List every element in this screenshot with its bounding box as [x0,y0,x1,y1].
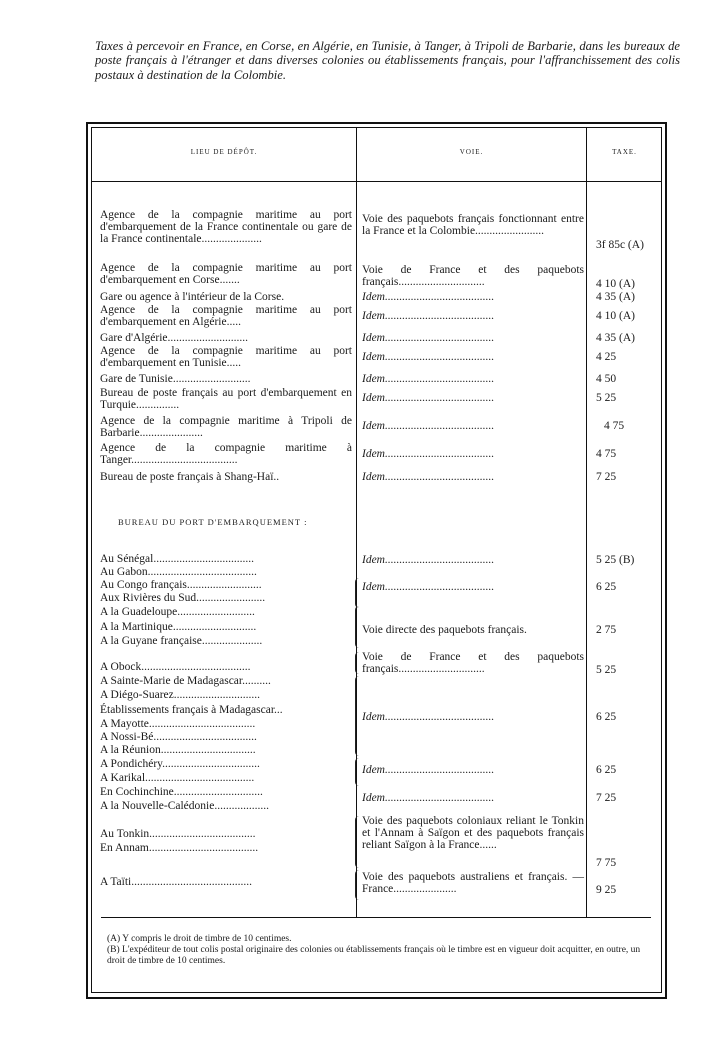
lieu-cell: Agence de la compagnie maritime à Tripoli de Barbarie...................... [100,415,352,439]
voie-cell: Voie directe des paquebots français. [362,624,527,636]
lieu-cell: A Sainte-Marie de Madagascar.......... [100,675,271,687]
taxe-cell: 4 50 [596,373,617,385]
lieu-cell: A Nossi-Bé.................................... [100,731,257,743]
taxe-cell: 4 75 [604,420,625,432]
lieu-cell: A Obock...................................... [100,661,251,673]
taxe-cell: 4 10 (A) [596,310,635,322]
lieu-cell: A Karikal...................................... [100,772,255,784]
brace-mark [355,676,359,756]
voie-cell: Idem...................................... [362,310,495,322]
lieu-cell: A Mayotte..................................... [100,718,256,730]
lieu-cell: A la Guadeloupe........................... [100,606,255,618]
lieu-cell: Au Congo français.......................... [100,579,262,591]
brace-mark [355,816,359,868]
taxe-cell: 7 75 [596,857,617,869]
lieu-cell: Gare d'Algérie............................ [100,332,249,344]
taxe-cell: 6 25 [596,711,617,723]
lieu-cell: A Taïti.......................................... [100,876,252,888]
footnotes [107,934,657,967]
voie-cell: Voie de France et des paquebots français.............................. [362,651,584,675]
section-title: BUREAU DU PORT D'EMBARQUEMENT : [118,517,308,527]
brace-mark [355,758,359,786]
lieu-cell: Gare de Tunisie........................... [100,373,251,385]
lieu-cell: En Cochinchine............................... [100,786,263,798]
voie-cell: Idem...................................... [362,351,495,363]
lieu-cell: Aux Rivières du Sud........................ [100,592,266,604]
column-divider-2 [586,127,587,917]
lieu-cell: A Pondichéry.................................. [100,758,260,770]
voie-cell: Idem...................................... [362,291,495,303]
voie-cell: Voie des paquebots coloniaux reliant le Tonkin et l'Annam à Saïgon et des paquebots français reliant Saïgon à la France...... [362,815,584,851]
lieu-cell: Bureau de poste français à Shang-Haï.. [100,471,280,483]
taxe-cell: 6 25 [596,764,617,776]
brace-mark [355,652,359,674]
taxe-cell: 4 35 (A) [596,291,635,303]
column-divider-1 [356,127,357,917]
lieu-cell: A la Martinique............................. [100,621,257,633]
header-lieu: LIEU DE DÉPÔT. [190,148,258,156]
lieu-cell: Bureau de poste français au port d'embarquement en Turquie............... [100,387,352,411]
voie-cell: Idem...................................... [362,792,495,804]
brace-mark [355,870,359,900]
lieu-cell: Agence de la compagnie maritime à Tanger..................................... [100,442,352,466]
taxe-cell: 4 25 [596,351,617,363]
taxe-cell: 7 25 [596,792,617,804]
header-voie: VOIE. [459,148,484,156]
lieu-cell: A la Réunion................................. [100,744,256,756]
header-rule [91,181,662,182]
taxe-cell: 9 25 [596,884,617,896]
brace-mark [355,578,359,608]
brace-mark [355,606,359,648]
taxe-cell: 4 35 (A) [596,332,635,344]
lieu-cell: Agence de la compagnie maritime au port d'embarquement en Corse....... [100,262,352,286]
taxe-cell: 2 75 [596,624,617,636]
voie-cell: Idem...................................... [362,332,495,344]
lieu-cell: Au Gabon...................................... [100,566,257,578]
taxe-cell: 5 25 [596,392,617,404]
taxe-cell: 5 25 [596,664,617,676]
taxe-cell: 6 25 [596,581,617,593]
voie-cell: Idem...................................... [362,554,495,566]
taxe-cell: 7 25 [596,471,617,483]
lieu-cell: A la Nouvelle-Calédonie................... [100,800,269,812]
voie-cell: Idem...................................... [362,392,495,404]
voie-cell: Voie des paquebots australiens et français. — France...................... [362,871,584,895]
lieu-cell: Agence de la compagnie maritime au port d'embarquement en Algérie..... [100,304,352,328]
voie-cell: Idem...................................... [362,764,495,776]
lieu-cell: Au Tonkin..................................... [100,828,256,840]
header-taxe: TAXE. [612,148,637,156]
table-caption: Taxes à percevoir en France, en Corse, en Algérie, en Tunisie, à Tanger, à Tripoli de Barbarie, dans les bureaux de poste français à l'étranger et dans diverses colonies ou établissements français, pour l'affranchissement des colis postaux à destination de la Colombie. [95,39,680,82]
voie-cell: Idem...................................... [362,448,495,460]
voie-cell: Voie de France et des paquebots français.............................. [362,264,584,288]
voie-cell: Idem...................................... [362,581,495,593]
lieu-cell: Gare ou agence à l'intérieur de la Corse. [100,291,285,303]
lieu-cell: Au Sénégal................................... [100,553,254,565]
lieu-cell: Établissements français à Madagascar... [100,704,283,716]
voie-cell: Idem...................................... [362,471,495,483]
taxe-cell: 3f 85c (A) [596,239,644,251]
lieu-cell: A Diégo-Suarez.............................. [100,689,261,701]
lieu-cell: Agence de la compagnie maritime au port d'embarquement en Tunisie..... [100,345,352,369]
taxe-cell: 5 25 (B) [596,554,635,566]
footnote-a: (A) Y compris le droit de timbre de 10 centimes. [107,934,292,944]
voie-cell: Idem...................................... [362,420,495,432]
lieu-cell: En Annam...................................... [100,842,259,854]
footnote-b: (B) L'expéditeur de tout colis postal originaire des colonies ou établissements français où le timbre est en vigueur doit acquitter, en outre, un droit de timbre de 10 centimes. [107,945,641,966]
voie-cell: Voie des paquebots français fonctionnant entre la France et la Colombie........................ [362,213,584,237]
lieu-cell: Agence de la compagnie maritime au port d'embarquement de la France continentale ou gare de la France continentale..................... [100,209,352,245]
notes-rule [101,917,651,918]
lieu-cell: A la Guyane française..................... [100,635,263,647]
voie-cell: Idem...................................... [362,711,495,723]
taxe-cell: 4 10 (A) [596,278,635,290]
taxe-cell: 4 75 [596,448,617,460]
voie-cell: Idem...................................... [362,373,495,385]
